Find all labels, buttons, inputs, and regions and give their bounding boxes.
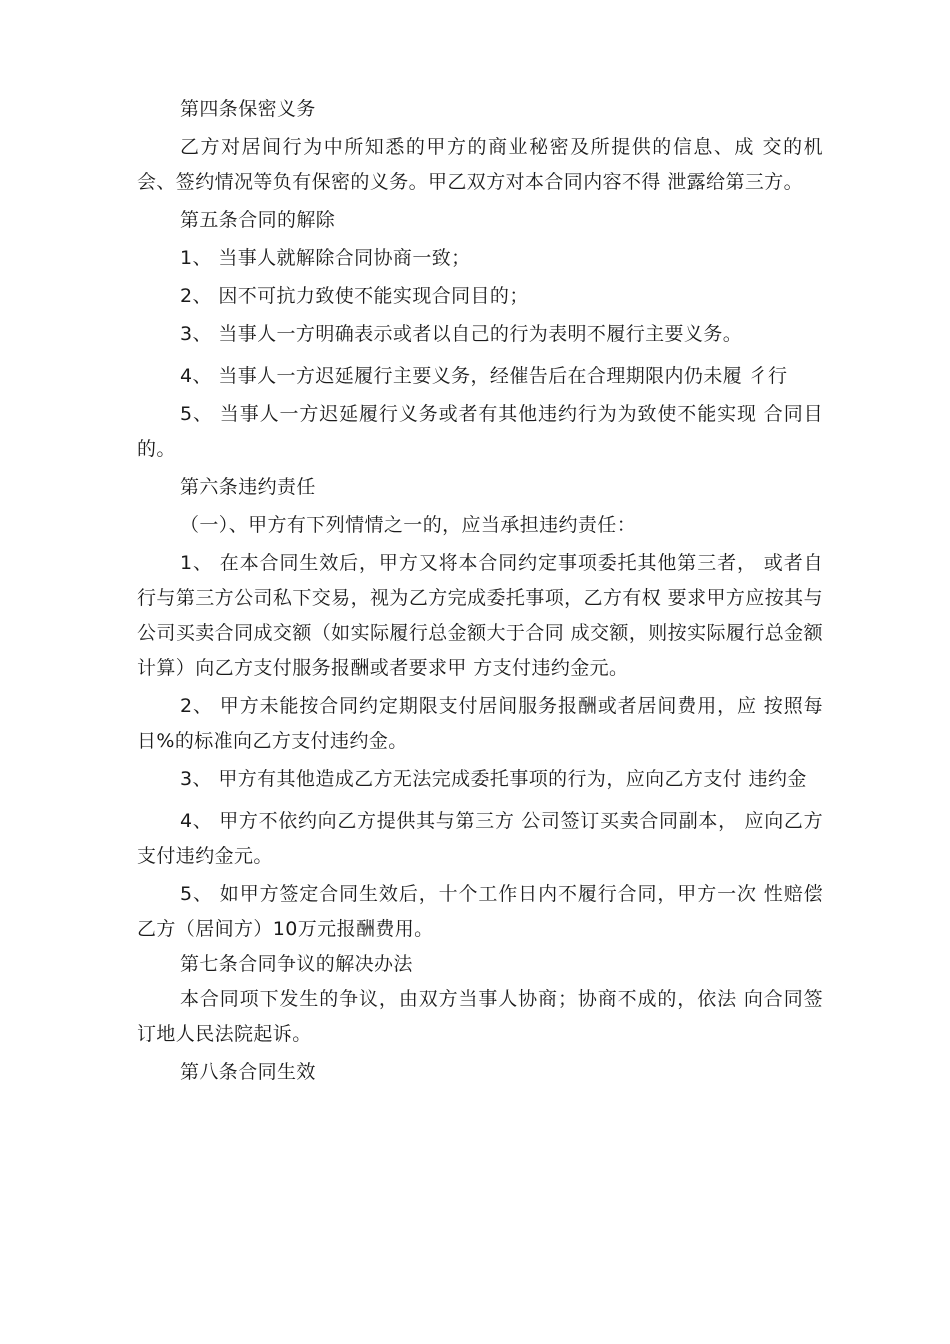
list-item-liability-3: 3、 甲方有其他造成乙方无法完成委托事项的行为，应向乙方支付 违约金	[180, 768, 807, 790]
list-item-termination-5: 5、 当事人一方迟延履行义务或者有其他违约行为为致使不能实现 合同目的。	[137, 403, 823, 460]
heading-article-7: 第七条合同争议的解决办法	[180, 953, 413, 975]
heading-article-4: 第四条保密义务	[180, 98, 316, 120]
list-item-termination-1: 1、 当事人就解除合同协商一致；	[180, 247, 471, 269]
paragraph-liability-intro: （一）、甲方有下列情情之一的，应当承担违约责任：	[180, 514, 637, 536]
paragraph-confidentiality: 乙方对居间行为中所知悉的甲方的商业秘密及所提供的信息、成 交的机会、签约情况等负有保密的义务。甲乙双方对本合同内容不得 泄露给第三方。	[137, 136, 823, 193]
document-body	[137, 92, 823, 1090]
heading-article-6: 第六条违约责任	[180, 476, 316, 498]
list-item-liability-5: 5、 如甲方签定合同生效后，十个工作日内不履行合同，甲方一次 性赔偿乙方（居间方）10万元报酬费用。	[137, 883, 823, 940]
heading-article-5: 第五条合同的解除	[180, 209, 336, 231]
paragraph-dispute-resolution: 本合同项下发生的争议，由双方当事人协商；协商不成的，依法 向合同签订地人民法院起诉。	[137, 988, 823, 1045]
list-item-liability-4: 4、 甲方不依约向乙方提供其与第三方 公司签订买卖合同副本， 应向乙方支付违约金元。	[137, 810, 823, 867]
heading-article-8: 第八条合同生效	[180, 1061, 316, 1083]
list-item-termination-2: 2、 因不可抗力致使不能实现合同目的；	[180, 285, 529, 307]
list-item-liability-1: 1、 在本合同生效后，甲方又将本合同约定事项委托其他第三者， 或者自行与第三方公司私下交易，视为乙方完成委托事项，乙方有权 要求甲方应按其与公司买卖合同成交额（如实际履行总金额大于合同 成交额，则按实际履行总金额计算）向乙方支付服务报酬或者要求甲 方支付违约金元。	[137, 552, 823, 679]
list-item-termination-4: 4、 当事人一方迟延履行主要义务，经催告后在合理期限内仍未履 彳行	[180, 365, 788, 387]
list-item-liability-2: 2、 甲方未能按合同约定期限支付居间服务报酬或者居间费用，应 按照每日%的标准向乙方支付违约金。	[137, 695, 823, 752]
list-item-termination-3: 3、 当事人一方明确表示或者以自己的行为表明不履行主要义务。	[180, 323, 743, 345]
